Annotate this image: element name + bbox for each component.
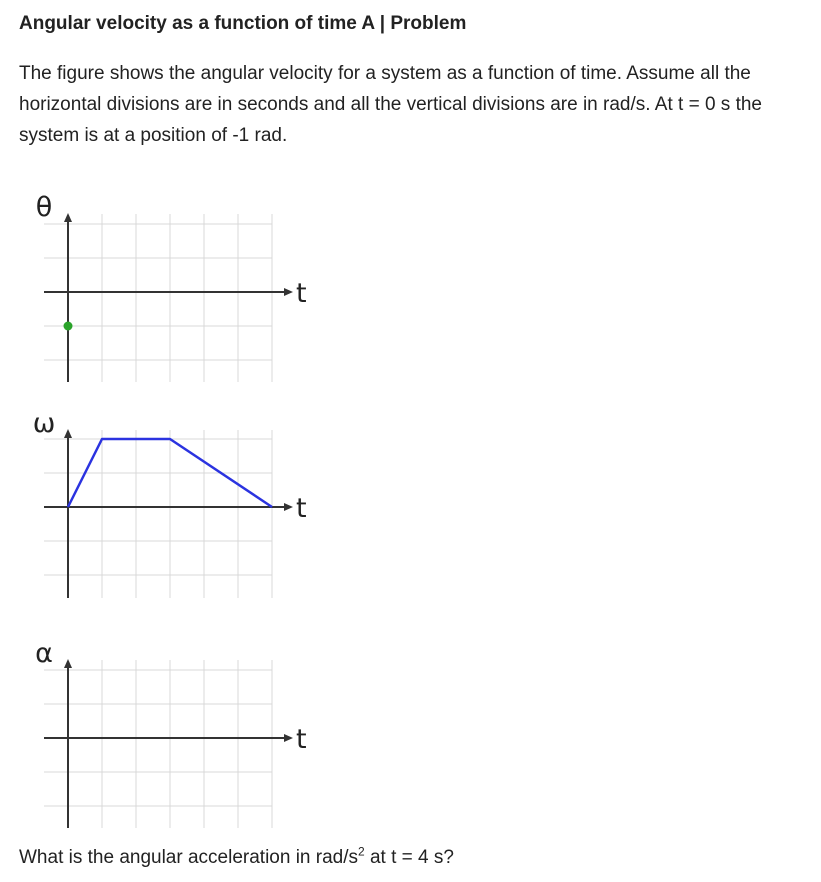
x-axis-label: t [296, 724, 307, 755]
question-exponent: 2 [358, 844, 365, 859]
x-axis-arrow-icon [284, 503, 293, 511]
theta-graph [36, 192, 307, 382]
y-axis-arrow-icon [64, 659, 72, 668]
grid [44, 214, 272, 382]
x-axis-arrow-icon [284, 734, 293, 742]
question-suffix: at t = 4 s? [364, 847, 454, 868]
grid [44, 430, 272, 598]
question-text [19, 844, 454, 869]
title-separator: | [379, 13, 386, 34]
y-axis-label: α [35, 638, 53, 669]
problem-intro: The figure shows the angular velocity for a system as a function of time. Assume all the horizontal divisions are in seconds and all the vertical divisions are in rad/s. At t = 0 s the system is at a position of -1 rad. [19, 63, 762, 146]
question-prefix: What is the angular acceleration in rad/s [19, 847, 359, 868]
y-axis-arrow-icon [64, 213, 72, 222]
y-axis-label: θ [35, 192, 53, 223]
alpha-graph [35, 638, 307, 828]
x-axis-label: t [296, 493, 307, 524]
y-axis-arrow-icon [64, 429, 72, 438]
initial-position-point [64, 322, 73, 331]
x-axis-label: t [296, 278, 307, 309]
problem-title-text: Angular velocity as a function of time A [19, 13, 375, 34]
x-axis-arrow-icon [284, 288, 293, 296]
y-axis-label: ω [32, 408, 56, 439]
grid [44, 660, 272, 828]
problem-type-label: Problem [390, 13, 467, 34]
omega-graph [33, 408, 307, 598]
